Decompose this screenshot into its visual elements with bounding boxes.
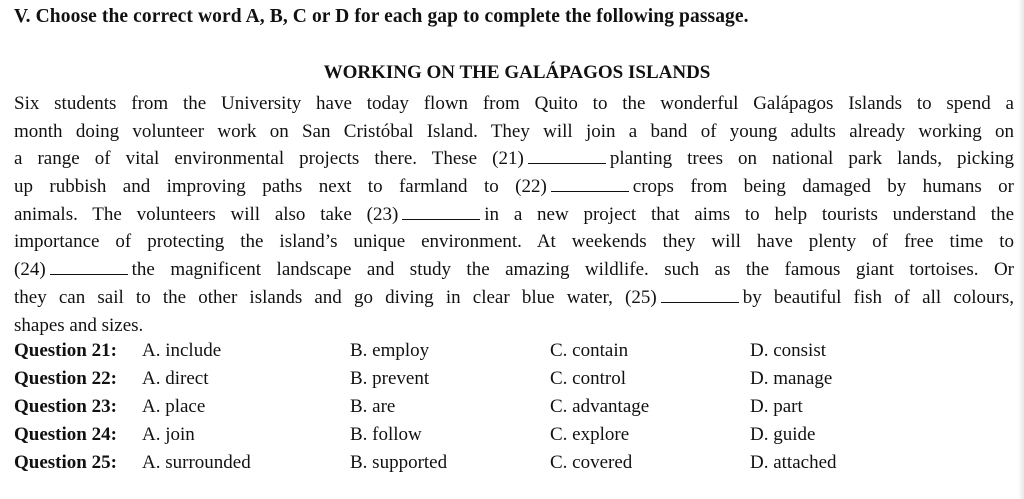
- passage-text: (24): [14, 259, 46, 281]
- option-a: A. place: [142, 396, 206, 417]
- passage-text: up rubbish and improving paths next to farmland to (22): [14, 176, 547, 198]
- question-row: [14, 452, 1014, 480]
- option-a: A. join: [142, 424, 195, 445]
- option-d: D. manage: [750, 368, 833, 389]
- option-a: A. surrounded: [142, 452, 251, 473]
- passage-text: planting trees on national park lands, picking: [609, 148, 1015, 170]
- passage-line: [14, 284, 1014, 312]
- passage-text: in a new project that aims to help tourists understand the: [484, 203, 1014, 225]
- option-d: D. consist: [750, 340, 826, 361]
- page-edge-shadow: [1018, 0, 1024, 499]
- passage-line: [14, 118, 1014, 146]
- passage-text: crops from being damaged by humans or: [632, 176, 1014, 198]
- passage-line: [14, 256, 1014, 284]
- question-row: [14, 424, 1014, 452]
- option-c: C. explore: [550, 424, 630, 445]
- gap-25-blank: [661, 288, 739, 303]
- question-row: [14, 368, 1014, 396]
- option-b: B. prevent: [350, 368, 430, 389]
- option-b: B. follow: [350, 424, 422, 445]
- passage-text: importance of protecting the island’s unique environment. At weekends they will have plenty of free time to: [14, 231, 1014, 253]
- option-a: A. direct: [142, 368, 209, 389]
- option-a: A. include: [142, 340, 222, 361]
- passage-text: Six students from the University have today flown from Quito to the wonderful Galápagos Islands to spend a: [14, 93, 1014, 114]
- passage-text: a range of vital environmental projects there. These (21): [14, 148, 524, 170]
- passage-line: [14, 201, 1014, 229]
- option-d: D. attached: [750, 452, 837, 473]
- option-c: C. advantage: [550, 396, 650, 417]
- gap-21-blank: [528, 149, 606, 164]
- passage-line: [14, 145, 1014, 173]
- option-b: B. supported: [350, 452, 448, 473]
- gap-22-blank: [551, 177, 629, 192]
- question-label: Question 21:: [14, 340, 117, 361]
- passage-line: [14, 173, 1014, 201]
- exercise-instruction: V. Choose the correct word A, B, C or D for each gap to complete the following passage.: [14, 6, 749, 27]
- passage-text: shapes and sizes.: [14, 314, 144, 336]
- passage-text: animals. The volunteers will also take (23): [14, 203, 399, 225]
- passage-text: the magnificent landscape and study the amazing wildlife. such as the famous giant tortoises. Or: [131, 259, 1014, 281]
- passage-text: by beautiful fish of all colours,: [742, 286, 1014, 308]
- passage-title: WORKING ON THE GALÁPAGOS ISLANDS: [323, 62, 711, 83]
- passage-text: month doing volunteer work on San Cristóbal Island. They will join a band of young adults already working on: [14, 120, 1014, 142]
- passage-line: [14, 312, 1014, 340]
- question-label: Question 23:: [14, 396, 117, 417]
- option-b: B. are: [350, 396, 396, 417]
- option-d: D. part: [750, 396, 803, 417]
- reading-passage: [14, 90, 1014, 339]
- passage-line: [14, 228, 1014, 256]
- option-b: B. employ: [350, 340, 430, 361]
- gap-24-blank: [50, 260, 128, 275]
- option-c: C. covered: [550, 452, 633, 473]
- option-c: C. contain: [550, 340, 629, 361]
- passage-line: [14, 90, 1014, 118]
- gap-23-blank: [402, 205, 480, 220]
- question-label: Question 25:: [14, 452, 117, 473]
- option-c: C. control: [550, 368, 626, 389]
- question-label: Question 22:: [14, 368, 117, 389]
- question-row: [14, 340, 1014, 368]
- question-row: [14, 396, 1014, 424]
- answer-options-list: [14, 340, 1014, 480]
- passage-text: they can sail to the other islands and go diving in clear blue water, (25): [14, 286, 657, 308]
- question-label: Question 24:: [14, 424, 117, 445]
- option-d: D. guide: [750, 424, 816, 445]
